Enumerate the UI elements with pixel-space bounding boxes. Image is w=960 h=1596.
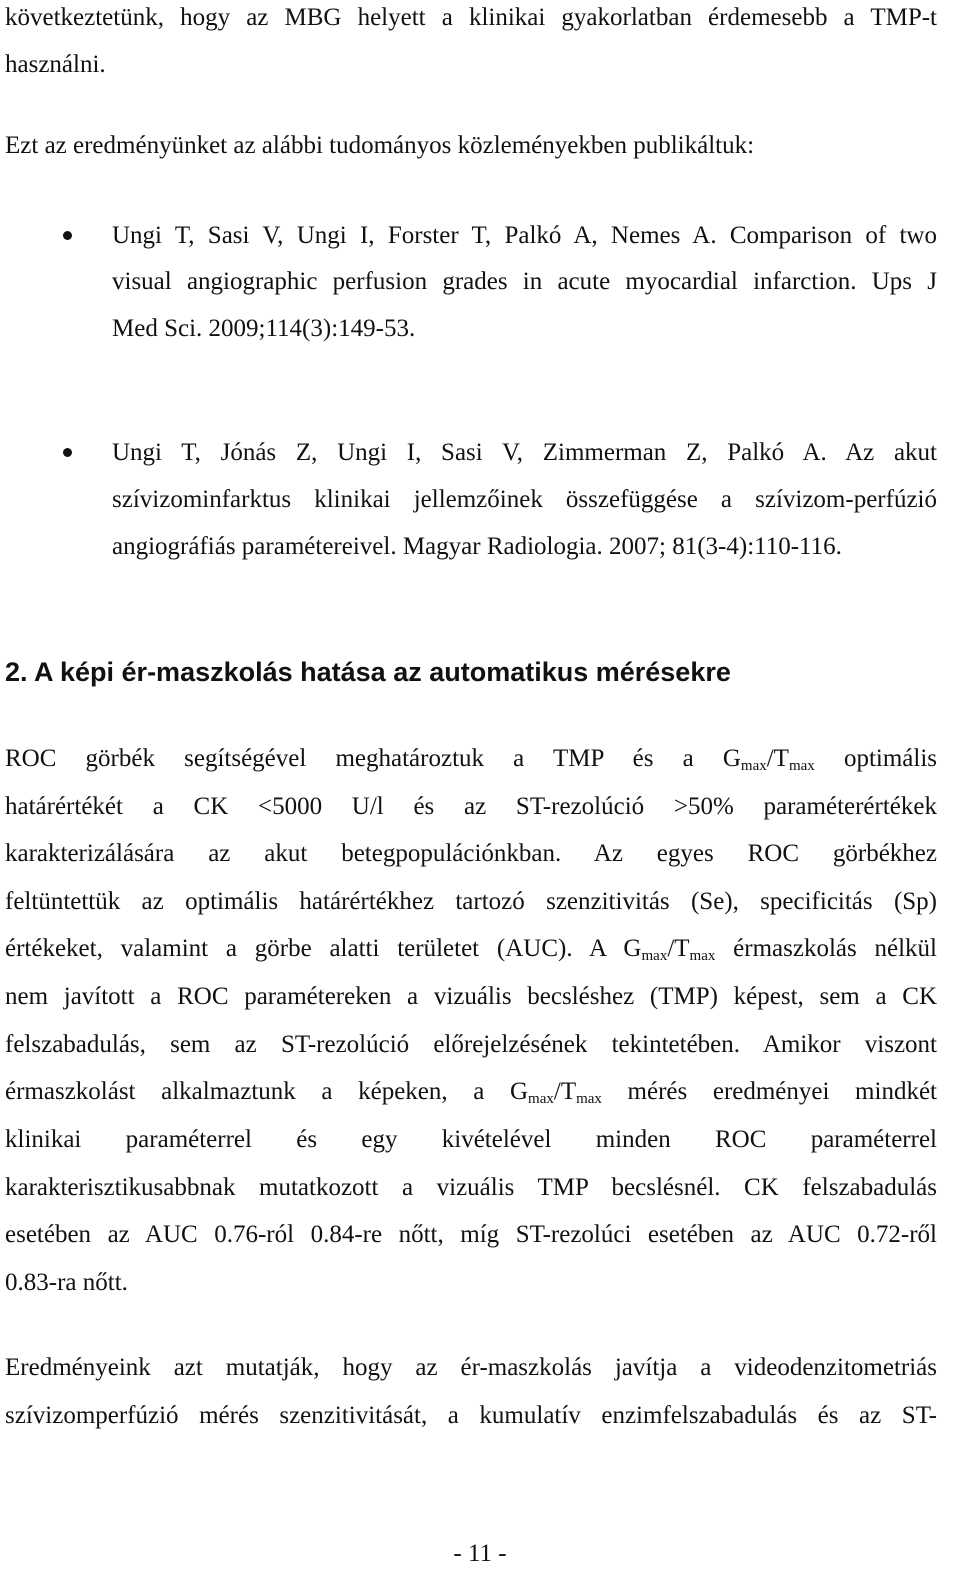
paragraph-1-line-12: 0.83-ra nőtt. bbox=[5, 1269, 128, 1296]
paragraph-1-line-7: felszabadulás, sem az ST-rezolúció előrejelzésének tekintetében. Amikor viszont bbox=[5, 1031, 937, 1058]
paragraph-1-line-6: nem javított a ROC paramétereken a vizuális becsléshez (TMP) képest, sem a CK bbox=[5, 983, 937, 1010]
bullet-icon bbox=[63, 448, 72, 457]
intro-line-1: következtetünk, hogy az MBG helyett a klinikai gyakorlatban érdemesebb a TMP-t bbox=[5, 4, 937, 31]
paragraph-1-line-2: határértékét a CK <5000 U/l és az ST-rezolúció >50% paraméterértékek bbox=[5, 793, 937, 820]
paragraph-2-line-2: szívizomperfúzió mérés szenzitivitását, a kumulatív enzimfelszabadulás és az ST- bbox=[5, 1402, 937, 1429]
reference-1-line-2: visual angiographic perfusion grades in acute myocardial infarction. Ups J bbox=[112, 268, 937, 295]
intro-line-2: használni. bbox=[5, 51, 106, 78]
bullet-icon bbox=[63, 231, 72, 240]
paragraph-2-line-1: Eredményeink azt mutatják, hogy az ér-maszkolás javítja a videodenzitometriás bbox=[5, 1354, 937, 1381]
reference-1-line-1: Ungi T, Sasi V, Ungi I, Forster T, Palkó A, Nemes A. Comparison of two bbox=[112, 222, 937, 249]
section-heading: 2. A képi ér-maszkolás hatása az automatikus mérésekre bbox=[5, 657, 731, 687]
paragraph-1-line-10: karakterisztikusabbnak mutatkozott a vizuális TMP becslésnél. CK felszabadulás bbox=[5, 1174, 937, 1201]
paragraph-1-line-4: feltüntettük az optimális határértékhez tartozó szenzitivitás (Se), specificitás (Sp) bbox=[5, 888, 937, 915]
reference-2-line-1: Ungi T, Jónás Z, Ungi I, Sasi V, Zimmerman Z, Palkó A. Az akut bbox=[112, 439, 937, 466]
paragraph-1-line-1: ROC görbék segítségével meghatároztuk a TMP és a $G_{max}/T_{max}$ optimális bbox=[5, 745, 937, 774]
paragraph-1-line-9: klinikai paraméterrel és egy kivételével minden ROC paraméterrel bbox=[5, 1126, 937, 1153]
reference-2-line-3: angiográfiás paramétereivel. Magyar Radiologia. 2007; 81(3-4):110-116. bbox=[112, 533, 842, 560]
page-number: - 11 - bbox=[453, 1540, 507, 1567]
publication-intro: Ezt az eredményünket az alábbi tudományos közleményekben publikáltuk: bbox=[5, 132, 755, 159]
paragraph-1-line-11: esetében az AUC 0.76-ról 0.84-re nőtt, míg ST-rezolúci esetében az AUC 0.72-ről bbox=[5, 1221, 937, 1248]
paragraph-1-line-5: értékeket, valamint a görbe alatti területet (AUC). A $G_{max}/T_{max}$ érmaszkolás nélkül bbox=[5, 935, 937, 964]
reference-2-line-2: szívizominfarktus klinikai jellemzőinek összefüggése a szívizom-perfúzió bbox=[112, 486, 937, 513]
reference-1-line-3: Med Sci. 2009;114(3):149-53. bbox=[112, 315, 416, 342]
paragraph-1-line-3: karakterizálására az akut betegpopulációnkban. Az egyes ROC görbékhez bbox=[5, 840, 937, 867]
paragraph-1-line-8: érmaszkolást alkalmaztunk a képeken, a $G_{max}/T_{max}$ mérés eredményei mindkét bbox=[5, 1078, 937, 1107]
